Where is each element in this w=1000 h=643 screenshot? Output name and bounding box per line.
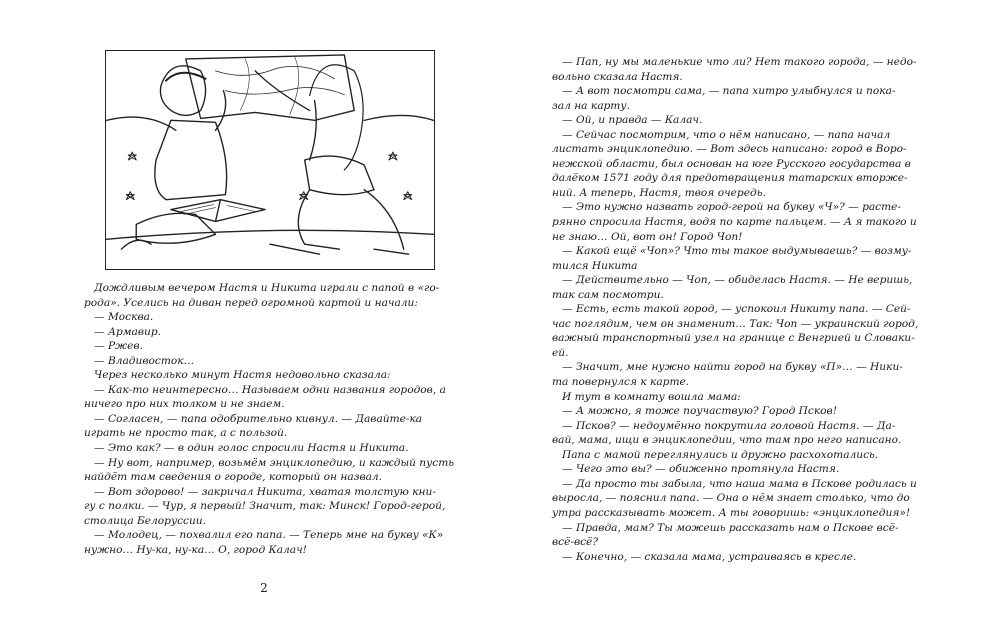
text-line: выросла, — пояснил папа. — Она о нём знает столько, что до xyxy=(552,492,910,505)
text-line: та повернулся к карте. xyxy=(552,376,690,389)
text-line: Через несколько минут Настя недовольно сказала: xyxy=(94,369,391,382)
text-line: — А можно, я тоже поучаствую? Город Псков! xyxy=(562,405,837,418)
text-line: — Чего это вы? — обиженно протянула Настя. xyxy=(562,463,840,476)
text-line: — Согласен, — папа одобрительно кивнул. — Давайте-ка xyxy=(94,412,423,425)
text-line: — Москва. xyxy=(94,311,154,324)
text-line: — Это нужно назвать город-герой на букву «Ч»? — расте- xyxy=(562,201,901,214)
wall-map xyxy=(186,55,354,120)
text-line: — Как-то неинтересно… Называем одни названия городов, а xyxy=(94,383,446,396)
text-line: час поглядим, чем он знаменит… Так: Чоп — украинский город, xyxy=(552,317,919,330)
text-line: листать энциклопедию. — Вот здесь написано: город в Воро- xyxy=(552,143,907,156)
text-line: ний. А теперь, Настя, твоя очередь. xyxy=(552,186,766,199)
text-line: — Ржев. xyxy=(94,340,143,353)
text-line: нужно… Ну-ка, ну-ка… О, город Калач! xyxy=(84,543,307,556)
text-line: — Пап, ну мы маленькие что ли? Нет такого города, — недо- xyxy=(562,56,917,68)
text-line: далёком 1571 году для предотвращения татарских вторже- xyxy=(552,172,908,185)
text-line: играть не просто так, а с пользой. xyxy=(84,427,288,440)
text-line: И тут в комнату вошла мама: xyxy=(562,390,741,403)
text-line: — Значит, мне нужно найти город на букву «П»… — Ники- xyxy=(562,361,903,374)
text-line: — Ну вот, например, возьмём энциклопедию, и каждый пусть xyxy=(94,456,455,469)
sofa xyxy=(107,117,176,130)
text-line: рода». Уселись на диван перед огромной картой и начали: xyxy=(84,296,418,309)
text-line: ничего про них толком и не знаем. xyxy=(84,398,285,411)
girl-figure xyxy=(255,65,409,254)
text-line: — Да просто ты забыла, что наша мама в Пскове родилась и xyxy=(562,477,917,490)
text-line: — Действительно — Чоп, — обиделась Настя. — Не веришь, xyxy=(562,274,913,287)
illustration-children-with-map xyxy=(105,50,435,270)
text-line: — Псков? — недоумённо покрутила головой Настя. — Да- xyxy=(562,419,896,432)
text-line: — Вот здорово! — закричал Никита, хватая толстую кни- xyxy=(94,485,436,498)
text-line: — Ой, и правда — Калач. xyxy=(562,114,703,127)
text-line: — Владивосток… xyxy=(94,354,195,367)
text-line: Папа с мамой переглянулись и дружно расхохотались. xyxy=(562,448,879,461)
text-line: — Это как? — в один голос спросили Настя и Никита. xyxy=(94,442,409,455)
text-line: не знаю… Ой, вот он! Город Чоп! xyxy=(552,230,743,243)
text-line: так сам посмотри. xyxy=(552,288,664,301)
sofa-star-pattern xyxy=(128,152,136,160)
text-line: Дождливым вечером Настя и Никита играли с папой в «го- xyxy=(94,282,440,294)
text-line: ей. xyxy=(552,346,569,359)
text-line: — А вот посмотри сама, — папа хитро улыбнулся и пока- xyxy=(562,85,896,98)
text-line: — Какой ещё «Чоп»? Что ты такое выдумываешь? — возму- xyxy=(562,245,912,258)
text-line: зал на карту. xyxy=(552,99,630,112)
text-line: — Конечно, — сказала мама, устраиваясь в кресле. xyxy=(562,550,857,563)
page-number: 2 xyxy=(260,581,268,595)
text-line: — Есть, есть такой город, — успокоил Никиту папа. — Сей- xyxy=(562,303,911,316)
text-line: вольно сказала Настя. xyxy=(552,70,683,83)
text-line: важный транспортный узел на границе с Венгрией и Словаки- xyxy=(552,332,915,345)
text-line: — Молодец, — похвалил его папа. — Теперь мне на букву «К» xyxy=(94,529,444,542)
text-line: — Армавир. xyxy=(94,325,162,338)
boy-figure xyxy=(121,66,226,249)
text-line: нежской области, был основан на юге Русского государства в xyxy=(552,157,911,170)
text-line: столица Белоруссии. xyxy=(84,514,206,527)
right-page-text xyxy=(552,55,924,564)
text-line: найдёт там сведения о городе, который он назвал. xyxy=(84,471,383,484)
text-line: всё-всё? xyxy=(552,536,598,549)
text-line: утра рассказывать может. А ты говоришь: «энциклопедия»! xyxy=(552,506,911,519)
text-line: тился Никита xyxy=(552,259,638,272)
text-line: рянно спросила Настя, водя по карте пальцем. — А я такого и xyxy=(552,216,917,229)
text-line: вай, мама, ищи в энциклопедии, что там про него написано. xyxy=(552,434,902,447)
text-line: — Сейчас посмотрим, что о нём написано, — папа начал xyxy=(562,128,891,141)
left-page-text xyxy=(84,281,456,557)
text-line: гу с полки. — Чур, я первый! Значит, так: Минск! Город-герой, xyxy=(84,500,446,513)
text-line: — Правда, мам? Ты можешь рассказать нам о Пскове всё- xyxy=(562,521,899,534)
